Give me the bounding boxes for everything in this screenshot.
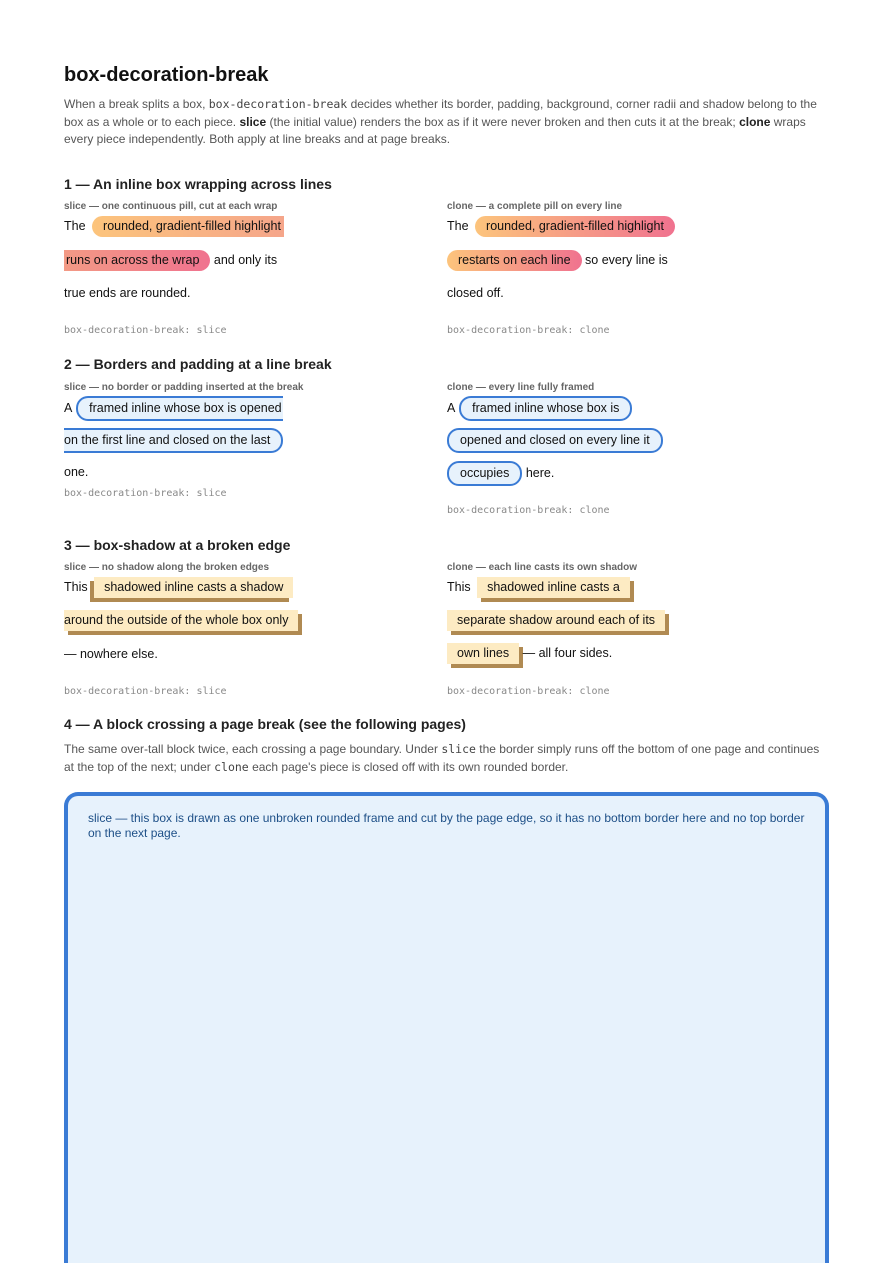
section-1-clone-line-3: closed off. xyxy=(447,286,504,300)
section-2-slice-subtitle: slice — no border or padding inserted at the break xyxy=(64,382,304,393)
section-1-heading: 1 — An inline box wrapping across lines xyxy=(64,176,332,192)
section-2-slice-line-2 xyxy=(64,428,283,453)
line-text: The xyxy=(64,219,86,233)
section-3-slice-subtitle: slice — no shadow along the broken edges xyxy=(64,562,270,573)
line-text: and only its xyxy=(213,253,278,267)
para-code: slice xyxy=(441,742,476,756)
intro-text: When a break splits a box, xyxy=(64,97,209,111)
section-4-paragraph xyxy=(64,741,829,776)
section-2-slice-caption: box-decoration-break: slice xyxy=(64,488,227,499)
page-break-demo-box xyxy=(64,792,829,1263)
gradient-highlight: restarts on each line xyxy=(447,250,582,271)
framed-inline: opened and closed on every line it xyxy=(447,428,663,453)
intro-keyword-clone: clone xyxy=(739,114,771,129)
intro-code: box-decoration-break xyxy=(208,97,348,111)
section-3-clone-line-3 xyxy=(447,643,612,664)
shadowed-inline: shadowed inline casts a xyxy=(477,577,630,598)
section-2-clone-line-3 xyxy=(447,461,554,486)
line-text: A xyxy=(447,401,455,415)
intro-paragraph xyxy=(64,96,829,149)
shadowed-inline: shadowed inline casts a shadow xyxy=(94,577,293,598)
shadowed-inline: own lines xyxy=(447,643,519,664)
line-text: — all four sides. xyxy=(522,646,613,660)
section-3-clone-line-2 xyxy=(447,610,665,631)
para-text: The same over-tall block twice, each crossing a page boundary. Under xyxy=(64,742,442,756)
section-3-heading: 3 — box-shadow at a broken edge xyxy=(64,537,291,553)
framed-inline: occupies xyxy=(447,461,522,486)
section-2-clone-line-1 xyxy=(447,396,632,421)
intro-keyword-slice: slice xyxy=(239,114,267,129)
demo-box-text: slice — this box is drawn as one unbroken rounded frame and cut by the page edge, so it has no bottom border here and no top border on the next page. xyxy=(88,811,805,840)
section-3-slice-line-3: — nowhere else. xyxy=(64,647,158,661)
intro-text: (the initial value) renders the box as if it were never broken and then cuts it at the break; xyxy=(266,114,740,129)
section-1-slice-subtitle: slice — one continuous pill, cut at each wrap xyxy=(64,201,278,212)
section-3-clone-line-1 xyxy=(447,577,630,598)
section-3-slice-caption: box-decoration-break: slice xyxy=(64,686,227,697)
line-text: here. xyxy=(525,466,555,480)
section-1-slice-line-2 xyxy=(64,250,277,271)
line-text: This xyxy=(64,580,88,594)
line-text: This xyxy=(447,580,471,594)
section-2-heading: 2 — Borders and padding at a line break xyxy=(64,356,332,372)
gradient-highlight: runs on across the wrap xyxy=(64,250,210,271)
framed-inline: on the first line and closed on the last xyxy=(64,428,283,453)
line-text: The xyxy=(447,219,469,233)
section-1-clone-line-2 xyxy=(447,250,668,271)
section-3-clone-caption: box-decoration-break: clone xyxy=(447,686,610,697)
section-3-slice-line-1 xyxy=(64,577,293,598)
intro-text: decides whether its border, padding, background, corner radii and shadow belong to the box as a whole or to each piece. xyxy=(64,97,817,129)
section-2-slice-line-3: one. xyxy=(64,465,89,479)
shadowed-inline: around the outside of the whole box only xyxy=(64,610,298,631)
para-text: each page's piece is closed off with its own rounded border. xyxy=(248,759,569,774)
para-code: clone xyxy=(214,759,249,774)
section-2-clone-line-2 xyxy=(447,428,663,453)
section-1-slice-caption: box-decoration-break: slice xyxy=(64,325,227,336)
section-2-clone-subtitle: clone — every line fully framed xyxy=(447,382,595,393)
section-1-clone-line-1 xyxy=(447,216,675,237)
shadowed-inline: separate shadow around each of its xyxy=(447,610,665,631)
para-text: the border simply runs off the bottom of one page and continues at the top of the next; under xyxy=(64,742,820,774)
intro-text: wraps every piece independently. Both apply at line breaks and at page breaks. xyxy=(64,114,806,146)
framed-inline: framed inline whose box is opened xyxy=(76,396,282,421)
section-3-slice-line-2 xyxy=(64,610,298,631)
section-1-slice-line-3: true ends are rounded. xyxy=(64,286,191,300)
section-3-clone-subtitle: clone — each line casts its own shadow xyxy=(447,562,638,573)
gradient-highlight: rounded, gradient-filled highlight xyxy=(475,216,675,237)
section-2-slice-line-1 xyxy=(64,396,283,421)
line-text: so every line is xyxy=(585,253,668,267)
section-1-clone-subtitle: clone — a complete pill on every line xyxy=(447,201,623,212)
page-title: box-decoration-break xyxy=(64,64,269,86)
framed-inline: framed inline whose box is xyxy=(459,396,632,421)
gradient-highlight: rounded, gradient-filled highlight xyxy=(92,216,284,237)
section-2-clone-caption: box-decoration-break: clone xyxy=(447,505,610,516)
section-4-heading: 4 — A block crossing a page break (see the following pages) xyxy=(64,716,466,732)
section-1-clone-caption: box-decoration-break: clone xyxy=(447,325,610,336)
section-1-slice-line-1 xyxy=(64,216,284,237)
line-text: A xyxy=(64,401,72,415)
